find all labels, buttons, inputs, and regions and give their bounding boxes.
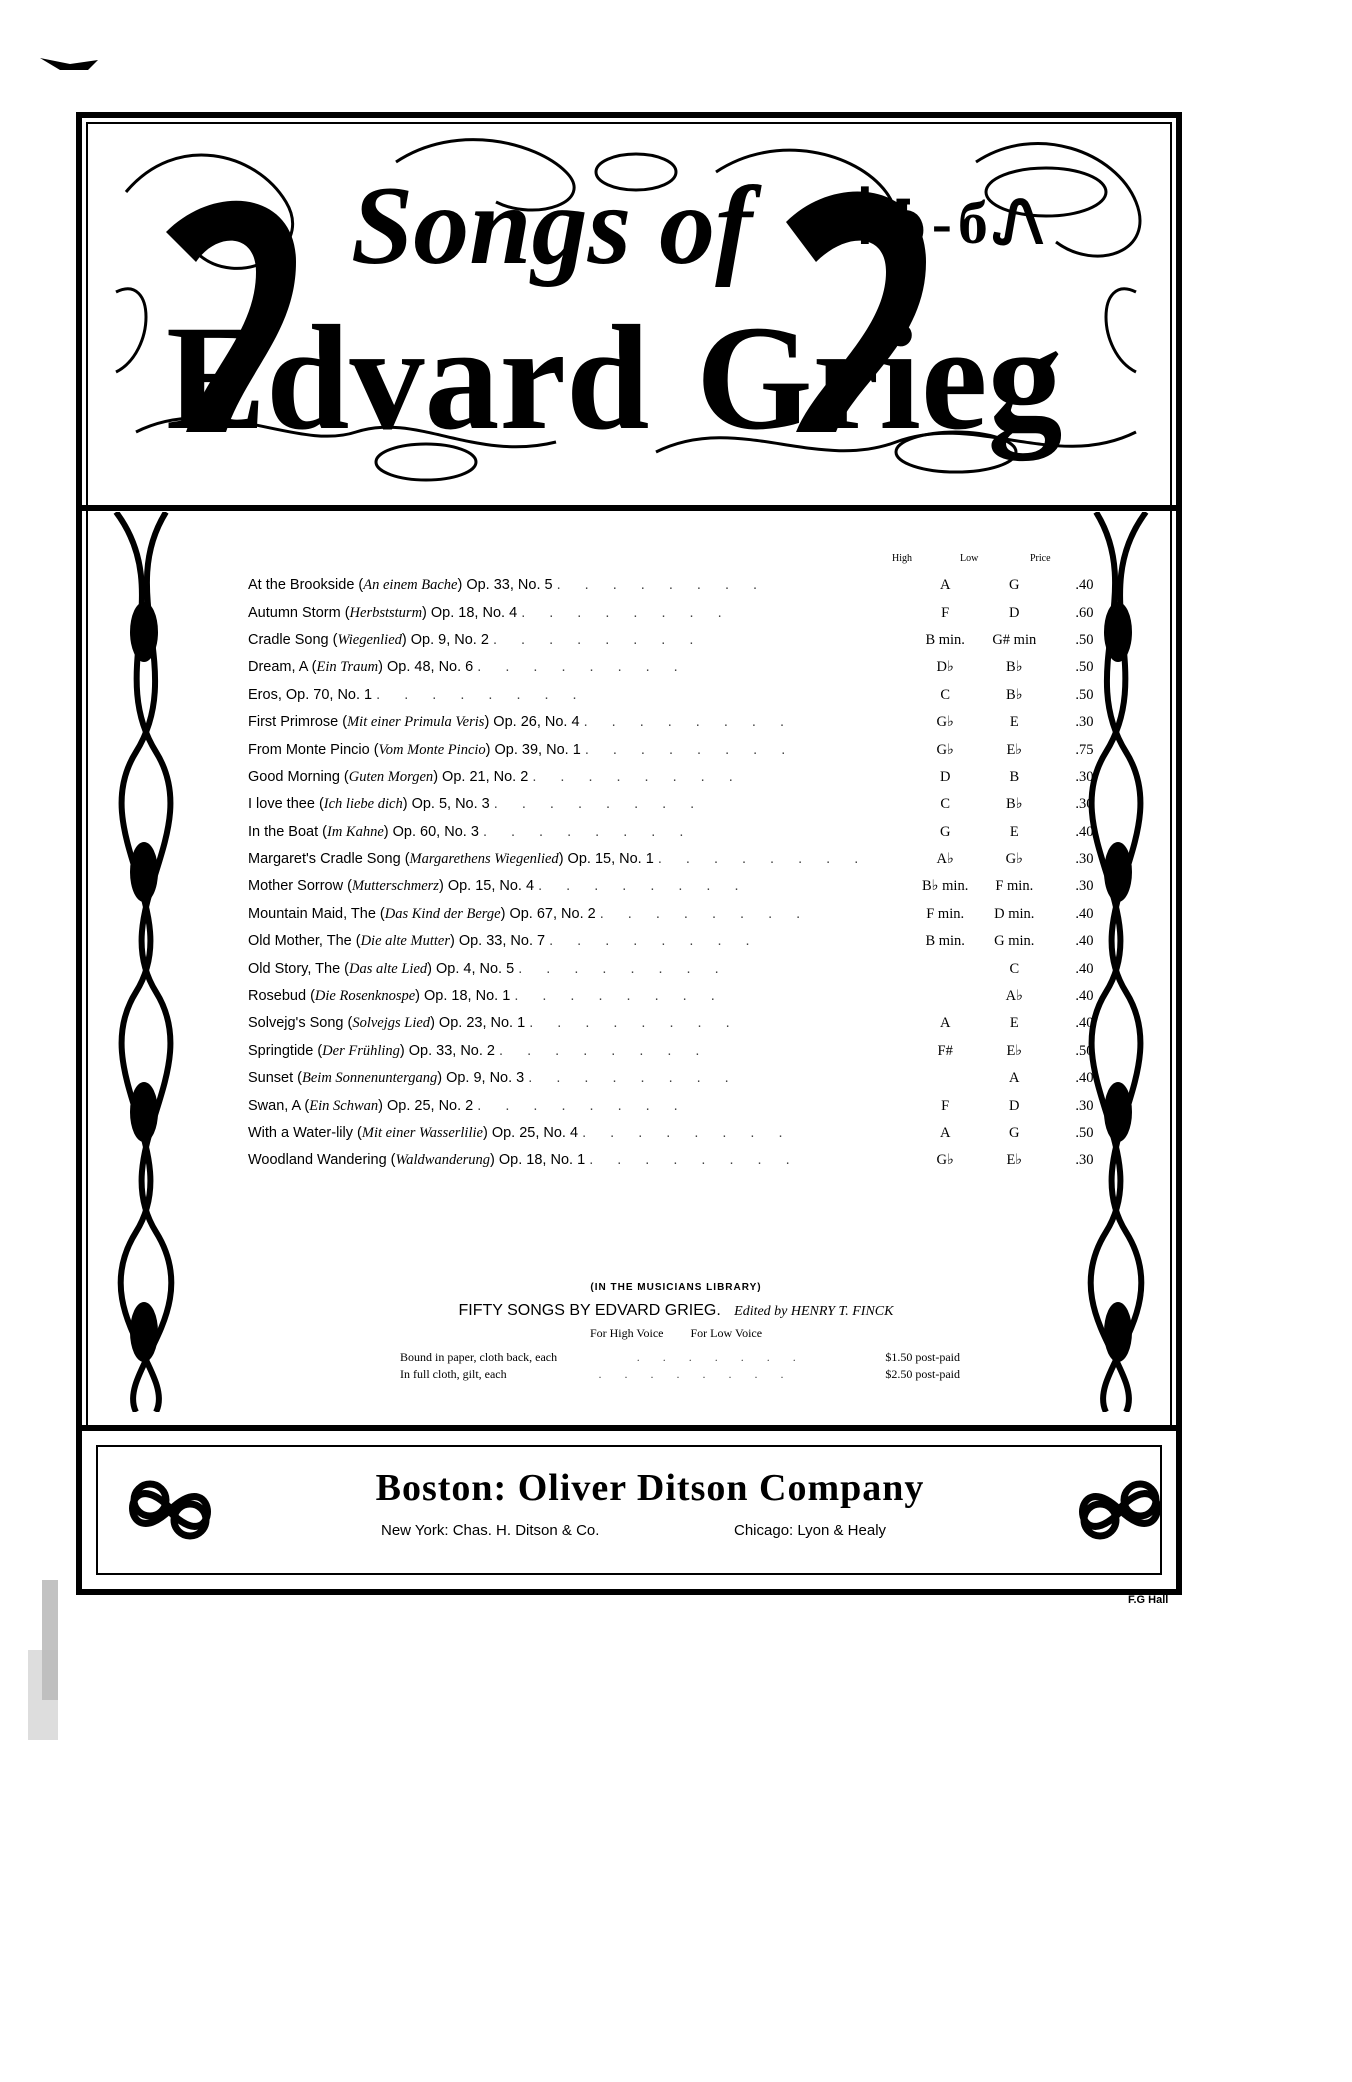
song-opus: Op. 15, No. 4	[447, 878, 535, 895]
title-panel	[96, 132, 1162, 502]
song-original-title: Die alte Mutter	[360, 933, 450, 950]
song-low-key: G♭	[1005, 851, 1023, 868]
song-title: Springtide	[248, 1042, 314, 1059]
song-title: In the Boat	[248, 823, 319, 840]
song-high-key: G	[939, 823, 951, 840]
song-original-title: Das alte Lied	[349, 960, 428, 977]
song-title-cell: Springtide (Der Frühling) Op. 33, No. 2 . . . . . . . .	[248, 1042, 710, 1059]
monogram-left-ornament	[110, 1448, 230, 1572]
song-original-title: Margarethens Wiegenlied	[409, 851, 559, 868]
leader-dots: . . . . . . . .	[514, 988, 725, 1005]
song-high-key: F#	[937, 1042, 953, 1059]
song-high-key: A	[939, 1125, 951, 1141]
binding-cloth: In full cloth, gilt, each	[400, 1367, 507, 1381]
library-title	[0, 1302, 1352, 1320]
song-opus: Op. 18, No. 1	[498, 1152, 586, 1169]
leader-dots: . . . . . . . .	[493, 796, 705, 813]
leader-dots: . . . . . . . .	[538, 878, 749, 895]
song-high-key: B min.	[925, 631, 965, 648]
song-title-cell: Dream, A (Ein Traum) Op. 48, No. 6 . . . . . . . .	[248, 659, 688, 676]
library-high-voice: For High Voice	[589, 1326, 664, 1340]
library-prices	[400, 1350, 960, 1384]
song-price: .50	[1075, 1125, 1094, 1141]
library-series: (IN THE MUSICIANS LIBRARY)	[590, 1282, 762, 1293]
song-original-title: An einem Bache	[363, 577, 458, 594]
song-row	[248, 1065, 1120, 1092]
song-high-key: C	[940, 796, 951, 813]
song-high-key	[911, 955, 980, 982]
leader-dots: . . . . . . . .	[477, 659, 688, 676]
song-row	[248, 572, 1120, 599]
song-title-cell: Sunset (Beim Sonnenuntergang) Op. 9, No. 3 . . . . . . . .	[248, 1070, 739, 1087]
song-original-title: Im Kahne	[327, 823, 384, 840]
song-title-cell: Good Morning (Guten Morgen) Op. 21, No. 2 . . . . . . . .	[248, 768, 743, 785]
song-row	[248, 654, 1120, 681]
song-row	[248, 955, 1120, 982]
leader-dots: . . . . . . . .	[518, 960, 729, 977]
song-high-key	[911, 983, 980, 1010]
song-opus: Op. 60, No. 3	[392, 823, 479, 840]
song-row	[248, 819, 1120, 846]
header-low: Low	[960, 553, 979, 564]
header-high: High	[892, 553, 912, 564]
library-low-voice: For Low Voice	[690, 1326, 763, 1340]
leader-dots: . . . . . . . .	[556, 577, 768, 594]
song-opus: Op. 25, No. 4	[491, 1125, 579, 1141]
song-high-key: G♭	[936, 1152, 954, 1169]
song-high-key: F	[941, 1097, 950, 1114]
leader-dots: . . . . . . . .	[521, 604, 732, 621]
song-price: .30	[1075, 714, 1094, 731]
song-original-title: Solvejgs Lied	[352, 1015, 431, 1032]
song-original-title: Das Kind der Berge	[384, 905, 501, 922]
song-price: .40	[1075, 823, 1094, 840]
song-title: Margaret's Cradle Song	[248, 851, 401, 868]
song-low-key: D min.	[994, 905, 1035, 922]
song-low-key: B♭	[1006, 796, 1023, 813]
song-title-cell: Mother Sorrow (Mutterschmerz) Op. 15, No. 4 . . . . . . . .	[248, 878, 749, 895]
leader-dots: . . . . . . . .	[376, 687, 587, 704]
song-price: .50	[1075, 631, 1094, 648]
song-low-key: C	[1009, 960, 1020, 977]
song-low-key: E♭	[1006, 1152, 1023, 1169]
song-original-title: Waldwanderung	[395, 1152, 491, 1169]
song-low-key: E♭	[1006, 741, 1023, 758]
song-title-cell: At the Brookside (An einem Bache) Op. 33, No. 5 . . . . . . . .	[248, 577, 768, 594]
song-price: .30	[1075, 878, 1094, 895]
song-low-key: D	[1009, 604, 1020, 621]
title-grieg: Grieg	[696, 295, 1063, 461]
song-price: .40	[1075, 577, 1094, 594]
song-title-cell: Woodland Wandering (Waldwanderung) Op. 18, No. 1 . . . . . . . .	[248, 1152, 800, 1169]
song-row	[248, 627, 1120, 654]
song-opus: Op. 5, No. 3	[411, 796, 490, 813]
song-high-key: D	[939, 768, 951, 785]
song-high-key: C	[940, 686, 951, 703]
song-row	[248, 682, 1120, 709]
song-opus: Op. 9, No. 2	[410, 631, 489, 648]
song-low-key: A	[1009, 1070, 1020, 1087]
song-row	[248, 709, 1120, 736]
song-high-key	[911, 1065, 980, 1092]
song-opus: Op. 9, No. 3	[446, 1070, 525, 1087]
song-row	[248, 928, 1120, 955]
song-low-key: E	[1009, 714, 1019, 731]
song-original-title: Wiegenlied	[337, 631, 402, 648]
leader-dots: . . . . . . . .	[598, 1367, 794, 1381]
song-low-key: E	[1009, 823, 1019, 840]
title-songs-of: Songs of	[351, 164, 753, 288]
song-price: .30	[1075, 796, 1094, 813]
publisher-band-inner	[96, 1445, 1162, 1575]
song-title: Swan, A	[248, 1097, 301, 1114]
song-title-cell: Mountain Maid, The (Das Kind der Berge) Op. 67, No. 2 . . . . . . . .	[248, 905, 811, 922]
song-original-title: Ein Schwan	[309, 1097, 379, 1114]
song-title: Eros,	[248, 687, 282, 704]
leader-dots: . . . . . . . .	[599, 905, 811, 922]
song-row	[248, 846, 1120, 873]
song-high-key: B♭ min.	[922, 878, 969, 895]
song-low-key: E	[1009, 1015, 1019, 1032]
song-opus: Op. 33, No. 2	[408, 1042, 495, 1059]
song-title-cell: Cradle Song (Wiegenlied) Op. 9, No. 2 . . . . . . . .	[248, 631, 704, 648]
song-low-key: B	[1009, 768, 1020, 785]
song-low-key: A♭	[1005, 988, 1023, 1005]
song-opus: Op. 18, No. 4	[430, 604, 518, 621]
leader-dots: . . . . . . . .	[529, 1015, 740, 1032]
song-original-title: Vom Monte Pincio	[378, 741, 486, 758]
price-row-paper	[400, 1350, 960, 1367]
leader-dots: . . . . . . . .	[583, 714, 795, 731]
song-opus: Op. 25, No. 2	[387, 1097, 474, 1114]
song-title: Woodland Wandering	[248, 1152, 387, 1169]
song-price: .40	[1075, 933, 1094, 950]
song-title: Sunset	[248, 1070, 294, 1087]
song-title-cell: Old Mother, The (Die alte Mutter) Op. 33, No. 7 . . . . . . . .	[248, 933, 760, 950]
song-high-key: D♭	[936, 659, 954, 676]
song-opus: Op. 70, No. 1	[285, 687, 373, 704]
song-title: First Primrose	[248, 714, 339, 731]
song-opus: Op. 26, No. 4	[493, 714, 580, 731]
leader-dots: . . . . . . . .	[532, 768, 743, 785]
song-high-key: F min.	[926, 905, 965, 922]
price-cloth: $2.50 post-paid	[885, 1367, 960, 1381]
song-title: Autumn Storm	[248, 604, 341, 621]
song-title: With a Water-lily	[248, 1125, 353, 1141]
song-low-key: E♭	[1006, 1042, 1023, 1059]
song-title-cell: Rosebud (Die Rosenknospe) Op. 18, No. 1 . . . . . . . .	[248, 988, 725, 1005]
song-price: .30	[1075, 1152, 1094, 1169]
library-voices	[0, 1326, 1352, 1341]
song-row	[248, 1038, 1120, 1065]
binding-paper: Bound in paper, cloth back, each	[400, 1350, 558, 1364]
monogram-right-ornament	[1060, 1448, 1180, 1572]
header-price: Price	[1030, 553, 1051, 564]
song-original-title: Der Frühling	[322, 1042, 400, 1059]
song-row	[248, 873, 1120, 900]
song-title-cell: Autumn Storm (Herbststurm) Op. 18, No. 4 . . . . . . . .	[248, 604, 732, 621]
song-price: .40	[1075, 905, 1094, 922]
title-edvard: Edvard	[166, 295, 650, 461]
song-title-cell	[248, 682, 911, 709]
song-title-cell: With a Water-lily (Mit einer Wasserlilie) Op. 25, No. 4 . . . . . . . .	[248, 1125, 793, 1141]
leader-dots: . . . . . . . .	[549, 933, 760, 950]
song-opus: Op. 39, No. 1	[494, 741, 581, 758]
song-price: .40	[1075, 988, 1094, 1005]
song-original-title: Mit einer Wasserlilie	[361, 1125, 483, 1141]
song-title-cell: Solvejg's Song (Solvejgs Lied) Op. 23, No. 1 . . . . . . . .	[248, 1015, 740, 1032]
song-title: At the Brookside	[248, 577, 355, 594]
song-title: Rosebud	[248, 988, 307, 1005]
song-opus: Op. 23, No. 1	[438, 1015, 526, 1032]
song-original-title: Ich liebe dich	[323, 796, 403, 813]
song-title: Solvejg's Song	[248, 1015, 344, 1032]
song-title: Cradle Song	[248, 631, 329, 648]
song-price: .60	[1075, 604, 1094, 621]
song-title: Good Morning	[248, 768, 340, 785]
song-opus: Op. 33, No. 5	[466, 577, 553, 594]
song-original-title: Ein Traum	[316, 659, 379, 676]
song-price: .50	[1075, 1042, 1094, 1059]
leader-dots: . . . . . . . .	[582, 1125, 793, 1141]
song-original-title: Herbststurm	[349, 604, 423, 621]
song-price: .30	[1075, 851, 1094, 868]
song-original-title: Guten Morgen	[348, 768, 434, 785]
song-title: I love thee	[248, 796, 315, 813]
publisher-name: Boston: Oliver Ditson Company	[375, 1467, 925, 1509]
song-opus: Op. 33, No. 7	[458, 933, 546, 950]
price-row-cloth	[400, 1367, 960, 1384]
song-price: .50	[1075, 659, 1094, 676]
leader-dots: . . . . . . . .	[589, 1152, 800, 1169]
song-title: Old Story, The	[248, 960, 341, 977]
song-low-key: F min.	[995, 878, 1034, 895]
song-row	[248, 901, 1120, 928]
leader-dots: . . . . . . . .	[482, 823, 694, 840]
song-high-key: A	[939, 1015, 951, 1032]
song-low-key: B♭	[1006, 659, 1023, 676]
song-price: .30	[1075, 1097, 1094, 1114]
song-title-cell: From Monte Pincio (Vom Monte Pincio) Op. 39, No. 1 . . . . . . . .	[248, 741, 796, 758]
song-original-title: Beim Sonnenuntergang	[302, 1070, 438, 1087]
price-paper: $1.50 post-paid	[885, 1350, 960, 1364]
song-high-key: F	[941, 604, 950, 621]
song-original-title: Mutterschmerz	[351, 878, 439, 895]
song-opus: Op. 15, No. 1	[567, 851, 654, 868]
song-title-cell: I love thee (Ich liebe dich) Op. 5, No. 3 . . . . . . . .	[248, 796, 705, 813]
song-price: .30	[1075, 768, 1094, 785]
song-title: Dream, A	[248, 659, 308, 676]
song-list	[248, 572, 1120, 1175]
song-price: .40	[1075, 1070, 1094, 1087]
song-opus: Op. 48, No. 6	[387, 659, 474, 676]
song-row	[248, 1120, 1120, 1147]
song-high-key: A♭	[936, 851, 954, 868]
song-high-key: B min.	[925, 933, 965, 950]
song-price: .40	[1075, 960, 1094, 977]
song-title-cell: First Primrose (Mit einer Primula Veris) Op. 26, No. 4 . . . . . . . .	[248, 714, 795, 731]
leader-dots: . . . . . . . .	[584, 741, 796, 758]
song-price: .40	[1075, 1015, 1094, 1032]
song-original-title: Mit einer Primula Veris	[347, 714, 485, 731]
song-row	[248, 764, 1120, 791]
song-row	[248, 1147, 1120, 1174]
song-title: Mountain Maid, The	[248, 905, 376, 922]
song-title-cell: Old Story, The (Das alte Lied) Op. 4, No. 5 . . . . . . . .	[248, 960, 729, 977]
song-row	[248, 983, 1120, 1010]
song-original-title: Die Rosenknospe	[314, 988, 416, 1005]
song-row	[248, 599, 1120, 626]
song-opus: Op. 21, No. 2	[442, 768, 529, 785]
song-title-cell: Margaret's Cradle Song (Margarethens Wiegenlied) Op. 15, No. 1 . . . . . . . .	[248, 851, 869, 868]
leader-dots: . . . . . . .	[636, 1350, 806, 1364]
left-vine-ornament	[96, 512, 192, 1412]
title-norwegian-mark: ꟾᎣ-бᏁ	[856, 190, 1050, 256]
leader-dots: . . . . . . . .	[492, 631, 704, 648]
song-title: Mother Sorrow	[248, 878, 344, 895]
song-opus: Op. 67, No. 2	[509, 905, 596, 922]
song-low-key: G min.	[994, 933, 1035, 950]
song-row	[248, 791, 1120, 818]
artist-signature: F.G Hall	[1128, 1594, 1169, 1606]
leader-dots: . . . . . . . .	[477, 1097, 688, 1114]
title-divider	[76, 505, 1182, 511]
song-opus: Op. 4, No. 5	[436, 960, 515, 977]
song-low-key: G	[1009, 577, 1020, 594]
song-price: .50	[1075, 686, 1094, 703]
song-row	[248, 1010, 1120, 1037]
song-title: Old Mother, The	[248, 933, 352, 950]
song-high-key: G♭	[936, 714, 954, 731]
song-title: From Monte Pincio	[248, 741, 370, 758]
leader-dots: . . . . . . . .	[657, 851, 869, 868]
library-book-title: FIFTY SONGS BY EDVARD GRIEG.	[458, 1302, 721, 1319]
leader-dots: . . . . . . . .	[499, 1042, 710, 1059]
song-low-key: B♭	[1006, 686, 1023, 703]
song-title-cell: In the Boat (Im Kahne) Op. 60, No. 3 . . . . . . . .	[248, 823, 694, 840]
song-high-key: A	[939, 577, 951, 594]
song-high-key: G♭	[936, 741, 954, 758]
leader-dots: . . . . . . . .	[528, 1070, 739, 1087]
library-editor: Edited by HENRY T. FINCK	[734, 1304, 894, 1319]
song-row	[248, 1092, 1120, 1119]
song-low-key: G# min	[992, 631, 1037, 648]
publisher-chicago: Chicago: Lyon & Healy	[734, 1522, 887, 1539]
song-price: .75	[1075, 741, 1094, 758]
song-opus: Op. 18, No. 1	[424, 988, 511, 1005]
publisher-new-york: New York: Chas. H. Ditson & Co.	[381, 1522, 600, 1539]
song-low-key: D	[1009, 1097, 1020, 1114]
song-row	[248, 736, 1120, 763]
song-title-cell: Swan, A (Ein Schwan) Op. 25, No. 2 . . . . . . . .	[248, 1097, 688, 1114]
song-low-key: G	[1009, 1125, 1020, 1141]
